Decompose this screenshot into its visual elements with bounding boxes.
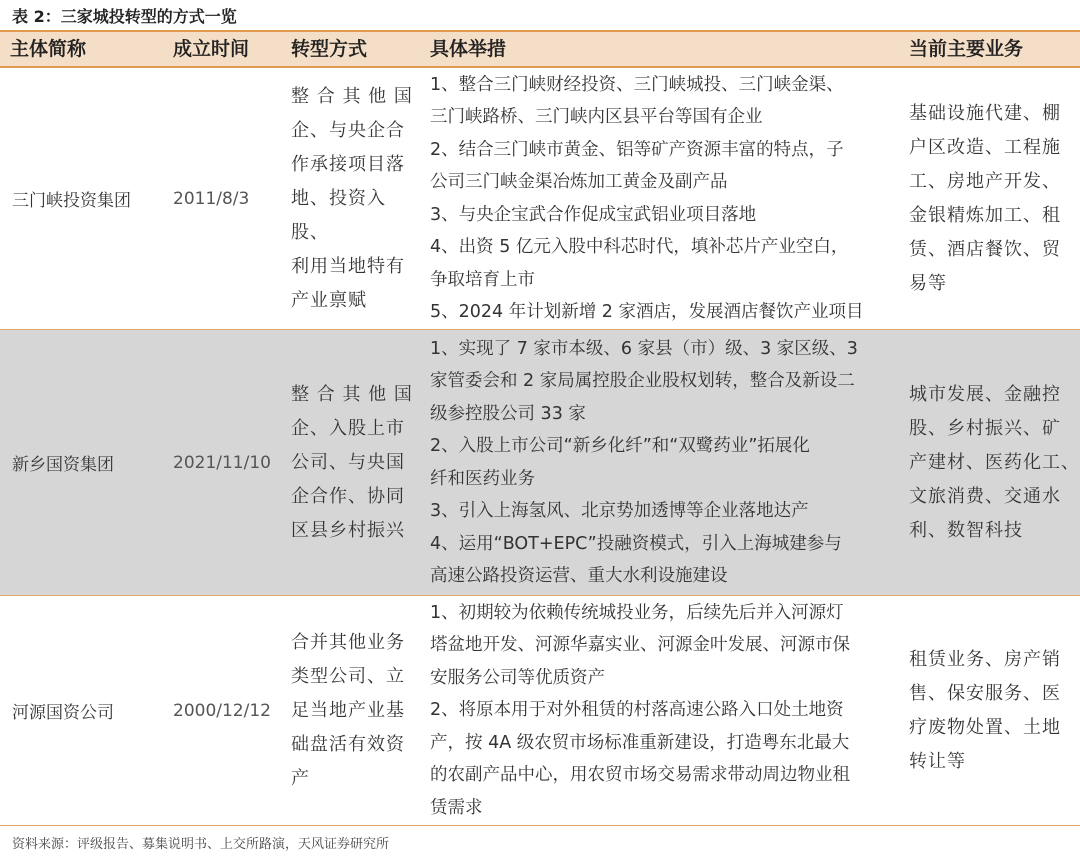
measure-line: 4、运用“BOT+EPC”投融资模式，引入上海城建参与 — [430, 533, 842, 554]
measure-line: 塔盆地开发、河源华嘉实业、河源金叶发展、河源市保 — [430, 635, 850, 656]
measure-line: 争取培育上市 — [430, 269, 535, 290]
founded-date: 2000/12/12 — [173, 700, 271, 721]
business-line: 租赁业务、房产销 — [909, 648, 1061, 670]
mode-line: 利用当地特有 — [291, 255, 405, 277]
entity-name: 河源国资公司 — [12, 703, 114, 723]
mode-line: 作承接项目落 — [291, 153, 405, 175]
business-line: 售、保安服务、医 — [909, 682, 1061, 704]
table-body — [0, 68, 1080, 826]
cell-founded-date — [163, 330, 281, 595]
mode-line: 地、投资入股、 — [291, 187, 386, 243]
transformation-mode — [291, 626, 405, 796]
business-line: 易等 — [909, 272, 947, 294]
cell-main-business — [899, 68, 1080, 329]
founded-date: 2021/11/10 — [173, 452, 271, 473]
measure-line: 5、2024 年计划新增 2 家酒店，发展酒店餐饮产业项目 — [430, 302, 864, 322]
business-line: 转让等 — [909, 750, 966, 772]
cell-main-business — [899, 330, 1080, 595]
measure-line: 安服务公司等优质资产 — [430, 667, 605, 688]
cell-measures — [420, 68, 899, 329]
measure-line: 纤和医药业务 — [430, 468, 535, 489]
transformation-table — [0, 30, 1080, 826]
measure-line: 三门峡路桥、三门峡内区县平台等国有企业 — [430, 107, 763, 127]
cell-main-business — [899, 596, 1080, 825]
mode-line: 类型公司、立 — [291, 665, 405, 687]
entity-name: 新乡国资集团 — [12, 455, 114, 475]
measure-line: 产，按 4A 级农贸市场标准重新建设，打造粤东北最大 — [430, 732, 850, 753]
mode-line: 企、入股上市 — [291, 417, 405, 439]
mode-line: 整 合 其 他 国 — [291, 85, 413, 107]
mode-line: 区县乡村振兴 — [291, 519, 405, 541]
cell-transformation-mode — [281, 596, 420, 825]
cell-entity-name — [0, 68, 163, 329]
measure-line: 4、出资 5 亿元入股中科芯时代，填补芯片产业空白， — [430, 237, 849, 257]
table-row — [0, 68, 1080, 330]
mode-line: 整 合 其 他 国 — [291, 383, 413, 405]
header-business: 当前主要业务 — [909, 38, 1024, 60]
business-line: 金银精炼加工、租 — [909, 204, 1061, 226]
mode-line: 产业禀赋 — [291, 289, 367, 311]
business-line: 工、房地产开发、 — [909, 170, 1061, 192]
measure-line: 2、将原本用于对外租赁的村落高速公路入口处土地资 — [430, 700, 844, 721]
main-business — [909, 97, 1061, 301]
table-row — [0, 596, 1080, 826]
business-line: 股、乡村振兴、矿 — [909, 417, 1061, 439]
measure-line: 级参控股公司 33 家 — [430, 403, 586, 424]
business-line: 文旅消费、交通水 — [909, 485, 1061, 507]
entity-name: 三门峡投资集团 — [12, 191, 131, 211]
header-mode: 转型方式 — [291, 38, 368, 60]
business-line: 利、数智科技 — [909, 519, 1023, 541]
measure-line: 的农副产品中心，用农贸市场交易需求带动周边物业租 — [430, 765, 850, 786]
measure-line: 高速公路投资运营、重大水利设施建设 — [430, 566, 728, 586]
mode-line: 企合作、协同 — [291, 485, 405, 507]
founded-date: 2011/8/3 — [173, 188, 250, 209]
cell-transformation-mode — [281, 330, 420, 595]
mode-line: 产 — [291, 767, 310, 789]
measure-line: 2、入股上市公司“新乡化纤”和“双鹭药业”拓展化 — [430, 436, 810, 456]
business-line: 产建材、医药化工、 — [909, 451, 1080, 473]
measure-line: 家管委会和 2 家局属控股企业股权划转，整合及新设二 — [430, 371, 855, 391]
measure-line: 1、整合三门峡财经投资、三门峡城投、三门峡金渠、 — [430, 74, 844, 95]
main-business — [909, 378, 1080, 548]
cell-founded-date — [163, 68, 281, 329]
measure-line: 2、结合三门峡市黄金、铝等矿产资源丰富的特点，子 — [430, 139, 844, 160]
measure-line: 3、引入上海氢风、北京势加透博等企业落地达产 — [430, 501, 809, 521]
mode-line: 企、与央企合 — [291, 119, 405, 141]
measure-line: 公司三门峡金渠冶炼加工黄金及副产品 — [430, 172, 728, 192]
mode-line: 公司、与央国 — [291, 451, 405, 473]
header-name: 主体简称 — [10, 38, 87, 60]
source-note: 资料来源：评级报告、募集说明书、上交所路演，天风证券研究所 — [12, 837, 390, 852]
mode-line: 足当地产业基 — [291, 699, 405, 721]
table-caption: 表 2：三家城投转型的方式一览 — [12, 7, 237, 26]
cell-entity-name — [0, 596, 163, 825]
measure-line: 3、与央企宝武合作促成宝武铝业项目落地 — [430, 204, 757, 225]
transformation-mode — [291, 378, 413, 548]
business-line: 赁、酒店餐饮、贸 — [909, 238, 1061, 260]
measure-line: 1、初期较为依赖传统城投业务，后续先后并入河源灯 — [430, 602, 844, 623]
mode-line: 础盘活有效资 — [291, 733, 405, 755]
cell-entity-name — [0, 330, 163, 595]
header-measures: 具体举措 — [430, 38, 507, 60]
business-line: 户区改造、工程施 — [909, 136, 1061, 158]
main-business — [909, 643, 1061, 779]
header-date: 成立时间 — [173, 38, 250, 60]
business-line: 城市发展、金融控 — [909, 383, 1061, 405]
business-line: 疗废物处置、土地 — [909, 716, 1061, 738]
cell-measures — [420, 330, 899, 595]
transformation-mode — [291, 80, 420, 318]
table-header — [0, 30, 1080, 68]
cell-measures — [420, 596, 899, 825]
measure-line: 1、实现了 7 家市本级、6 家县（市）级、3 家区级、3 — [430, 338, 858, 359]
measure-line: 赁需求 — [430, 797, 483, 818]
mode-line: 合并其他业务 — [291, 631, 405, 653]
business-line: 基础设施代建、棚 — [909, 102, 1061, 124]
cell-transformation-mode — [281, 68, 420, 329]
table-row — [0, 330, 1080, 596]
cell-founded-date — [163, 596, 281, 825]
